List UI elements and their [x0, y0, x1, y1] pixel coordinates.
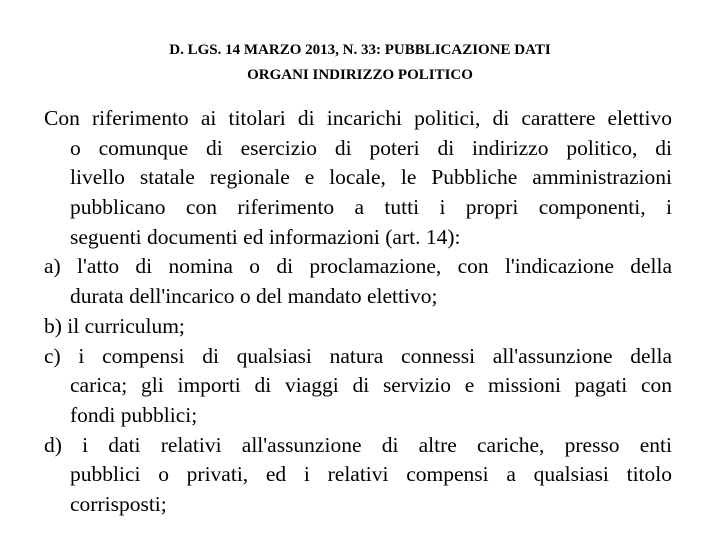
text-line: Con riferimento ai titolari di incarichi politici, di carattere elettivo — [44, 106, 672, 130]
list-item — [44, 342, 672, 431]
text-line: c) i compensi di qualsiasi natura connessi all'assunzione della — [44, 343, 672, 368]
intro-paragraph — [44, 104, 672, 252]
title-line-2: ORGANI INDIRIZZO POLITICO — [247, 67, 473, 83]
text-line: corrisposti; — [70, 491, 167, 516]
list-item — [44, 312, 672, 342]
text-line: durata dell'incarico o del mandato elettivo; — [70, 284, 438, 309]
list-item — [44, 252, 672, 311]
text-line: d) i dati relativi all'assunzione di altre cariche, presso enti — [44, 432, 672, 457]
text-line: livello statale regionale e locale, le Pubbliche amministrazioni — [70, 165, 672, 190]
text-line: b) il curriculum; — [44, 313, 185, 338]
text-line: carica; gli importi di viaggi di servizio e missioni pagati con — [70, 373, 672, 398]
text-line: seguenti documenti ed informazioni (art. 14): — [70, 224, 461, 249]
list-item — [44, 431, 672, 520]
text-line: pubblicano con riferimento a tutti i propri componenti, i — [70, 195, 672, 220]
text-line: fondi pubblici; — [70, 402, 198, 427]
document-title — [0, 38, 720, 88]
title-line-1: D. LGS. 14 MARZO 2013, N. 33: PUBBLICAZIONE DATI — [169, 42, 551, 58]
text-line: a) l'atto di nomina o di proclamazione, con l'indicazione della — [44, 254, 672, 279]
text-line: pubblici o privati, ed i relativi compensi a qualsiasi titolo — [70, 462, 672, 487]
text-line: o comunque di esercizio di poteri di indirizzo politico, di — [70, 135, 672, 160]
document-body — [44, 104, 672, 520]
